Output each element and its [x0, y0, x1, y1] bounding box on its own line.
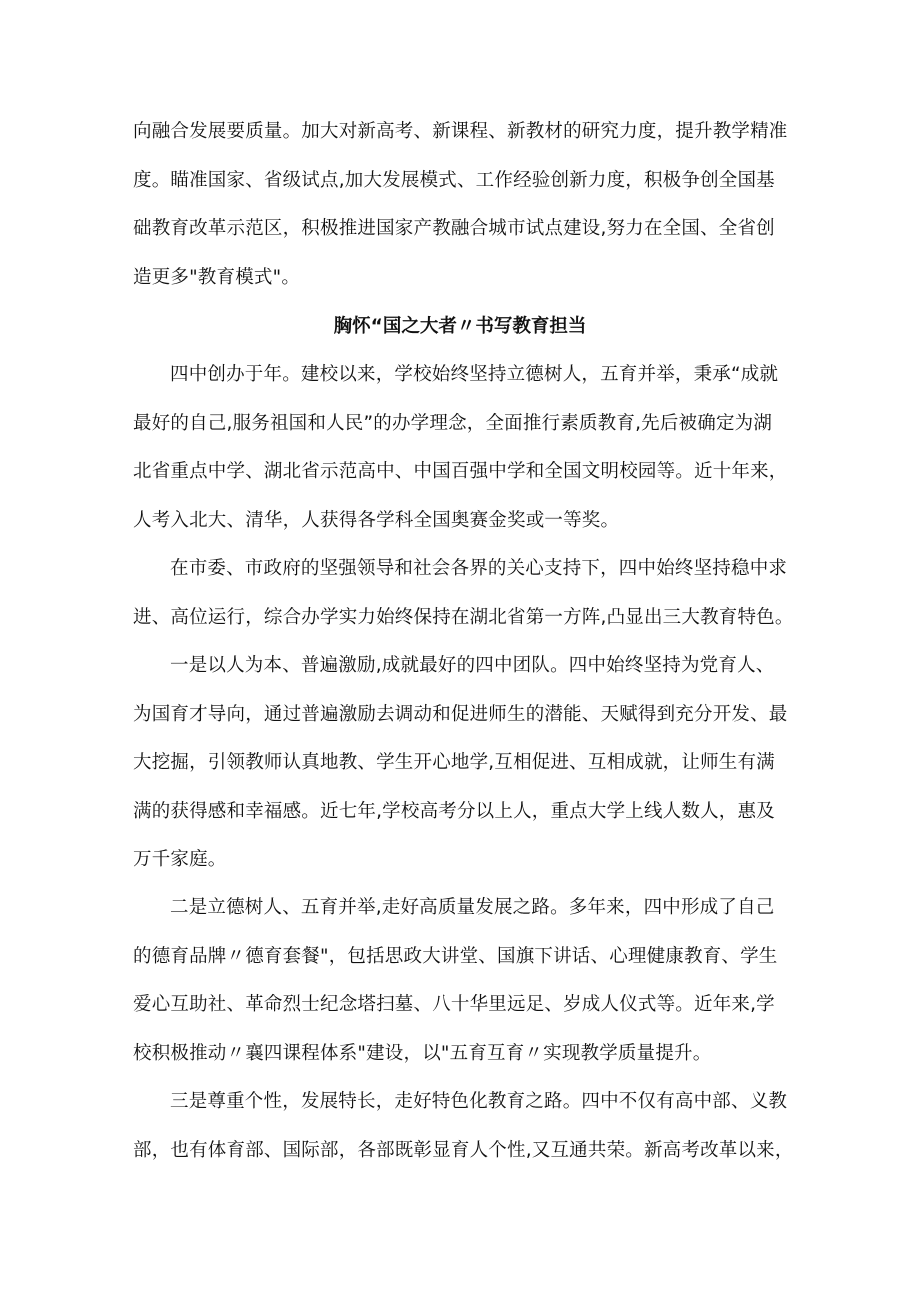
- text-line: 度。瞄准国家、省级试点,加大发展模式、工作经验创新力度，积极争创全国基: [133, 169, 775, 191]
- text-line: 为国育才导向，通过普遍激励去调动和促进师生的潜能、天赋得到充分开发、最: [133, 703, 788, 725]
- text-line: 向融合发展要质量。加大对新高考、新课程、新教材的研究力度，提升教学精准: [133, 121, 788, 142]
- text-line: 的德育品牌〃德育套餐"，包括思政大讲堂、国旗下讲话、心理健康教育、学生: [133, 945, 778, 967]
- paragraph-feature-two: [133, 884, 793, 1078]
- text-line: 满的获得感和幸福感。近七年,学校高考分以上人，重点大学上线人数人，惠及: [133, 800, 775, 822]
- text-line: 四中创办于年。建校以来，学校始终坚持立德树人，五育并举，秉承“成就: [170, 364, 779, 385]
- text-line: 最好的自己,服务祖国和人民”的办学理念，全面推行素质教育,先后被确定为湖: [133, 412, 773, 434]
- text-line: 部，也有体育部、国际部，各部既彰显育人个性,又互通共荣。新高考改革以来，: [133, 1139, 794, 1161]
- paragraph-features-intro: [133, 545, 793, 642]
- text-line: 二是立德树人、五育并举,走好高质量发展之路。多年来，四中形成了自己: [170, 897, 775, 918]
- text-line: 三是尊重个性，发展特长，走好特色化教育之路。四中不仅有高中部、义教: [170, 1091, 788, 1112]
- text-line: 一是以人为本、普遍激励,成就最好的四中团队。四中始终坚持为党育人、: [170, 655, 775, 676]
- paragraph-intro: [133, 108, 793, 302]
- text-line: 进、高位运行，综合办学实力始终保持在湖北省第一方阵,凸显出三大教育特色。: [133, 606, 794, 628]
- text-line: 础教育改革示范区，积极推进国家产教融合城市试点建设,努力在全国、全省创: [133, 218, 775, 239]
- paragraph-feature-three: [133, 1078, 793, 1175]
- paragraph-feature-one: [133, 642, 793, 885]
- text-line: 北省重点中学、湖北省示范高中、中国百强中学和全国文明校园等。近十年来，: [133, 461, 788, 482]
- text-line: 爱心互助社、革命烈士纪念塔扫墓、八十华里远足、岁成人仪式等。近年来,学: [133, 994, 775, 1015]
- text-line: 万千家庭。: [133, 849, 227, 870]
- text-line: 校积极推动〃襄四课程体系"建设，以"五育互育〃实现教学质量提升。: [133, 1042, 712, 1064]
- text-line: 大挖掘，引领教师认真地教、学生开心地学,互相促进、互相成就，让师生有满: [133, 752, 775, 773]
- text-line: 在市委、市政府的坚强领导和社会各界的关心支持下，四中始终坚持稳中求: [170, 558, 788, 579]
- paragraph-history: [133, 351, 793, 545]
- text-line: 人考入北大、清华，人获得各学科全国奥赛金奖或一等奖。: [133, 509, 620, 531]
- section-heading: 胸怀“国之大者〃书写教育担当: [333, 316, 587, 337]
- text-line: 造更多"教育模式"。: [133, 266, 301, 288]
